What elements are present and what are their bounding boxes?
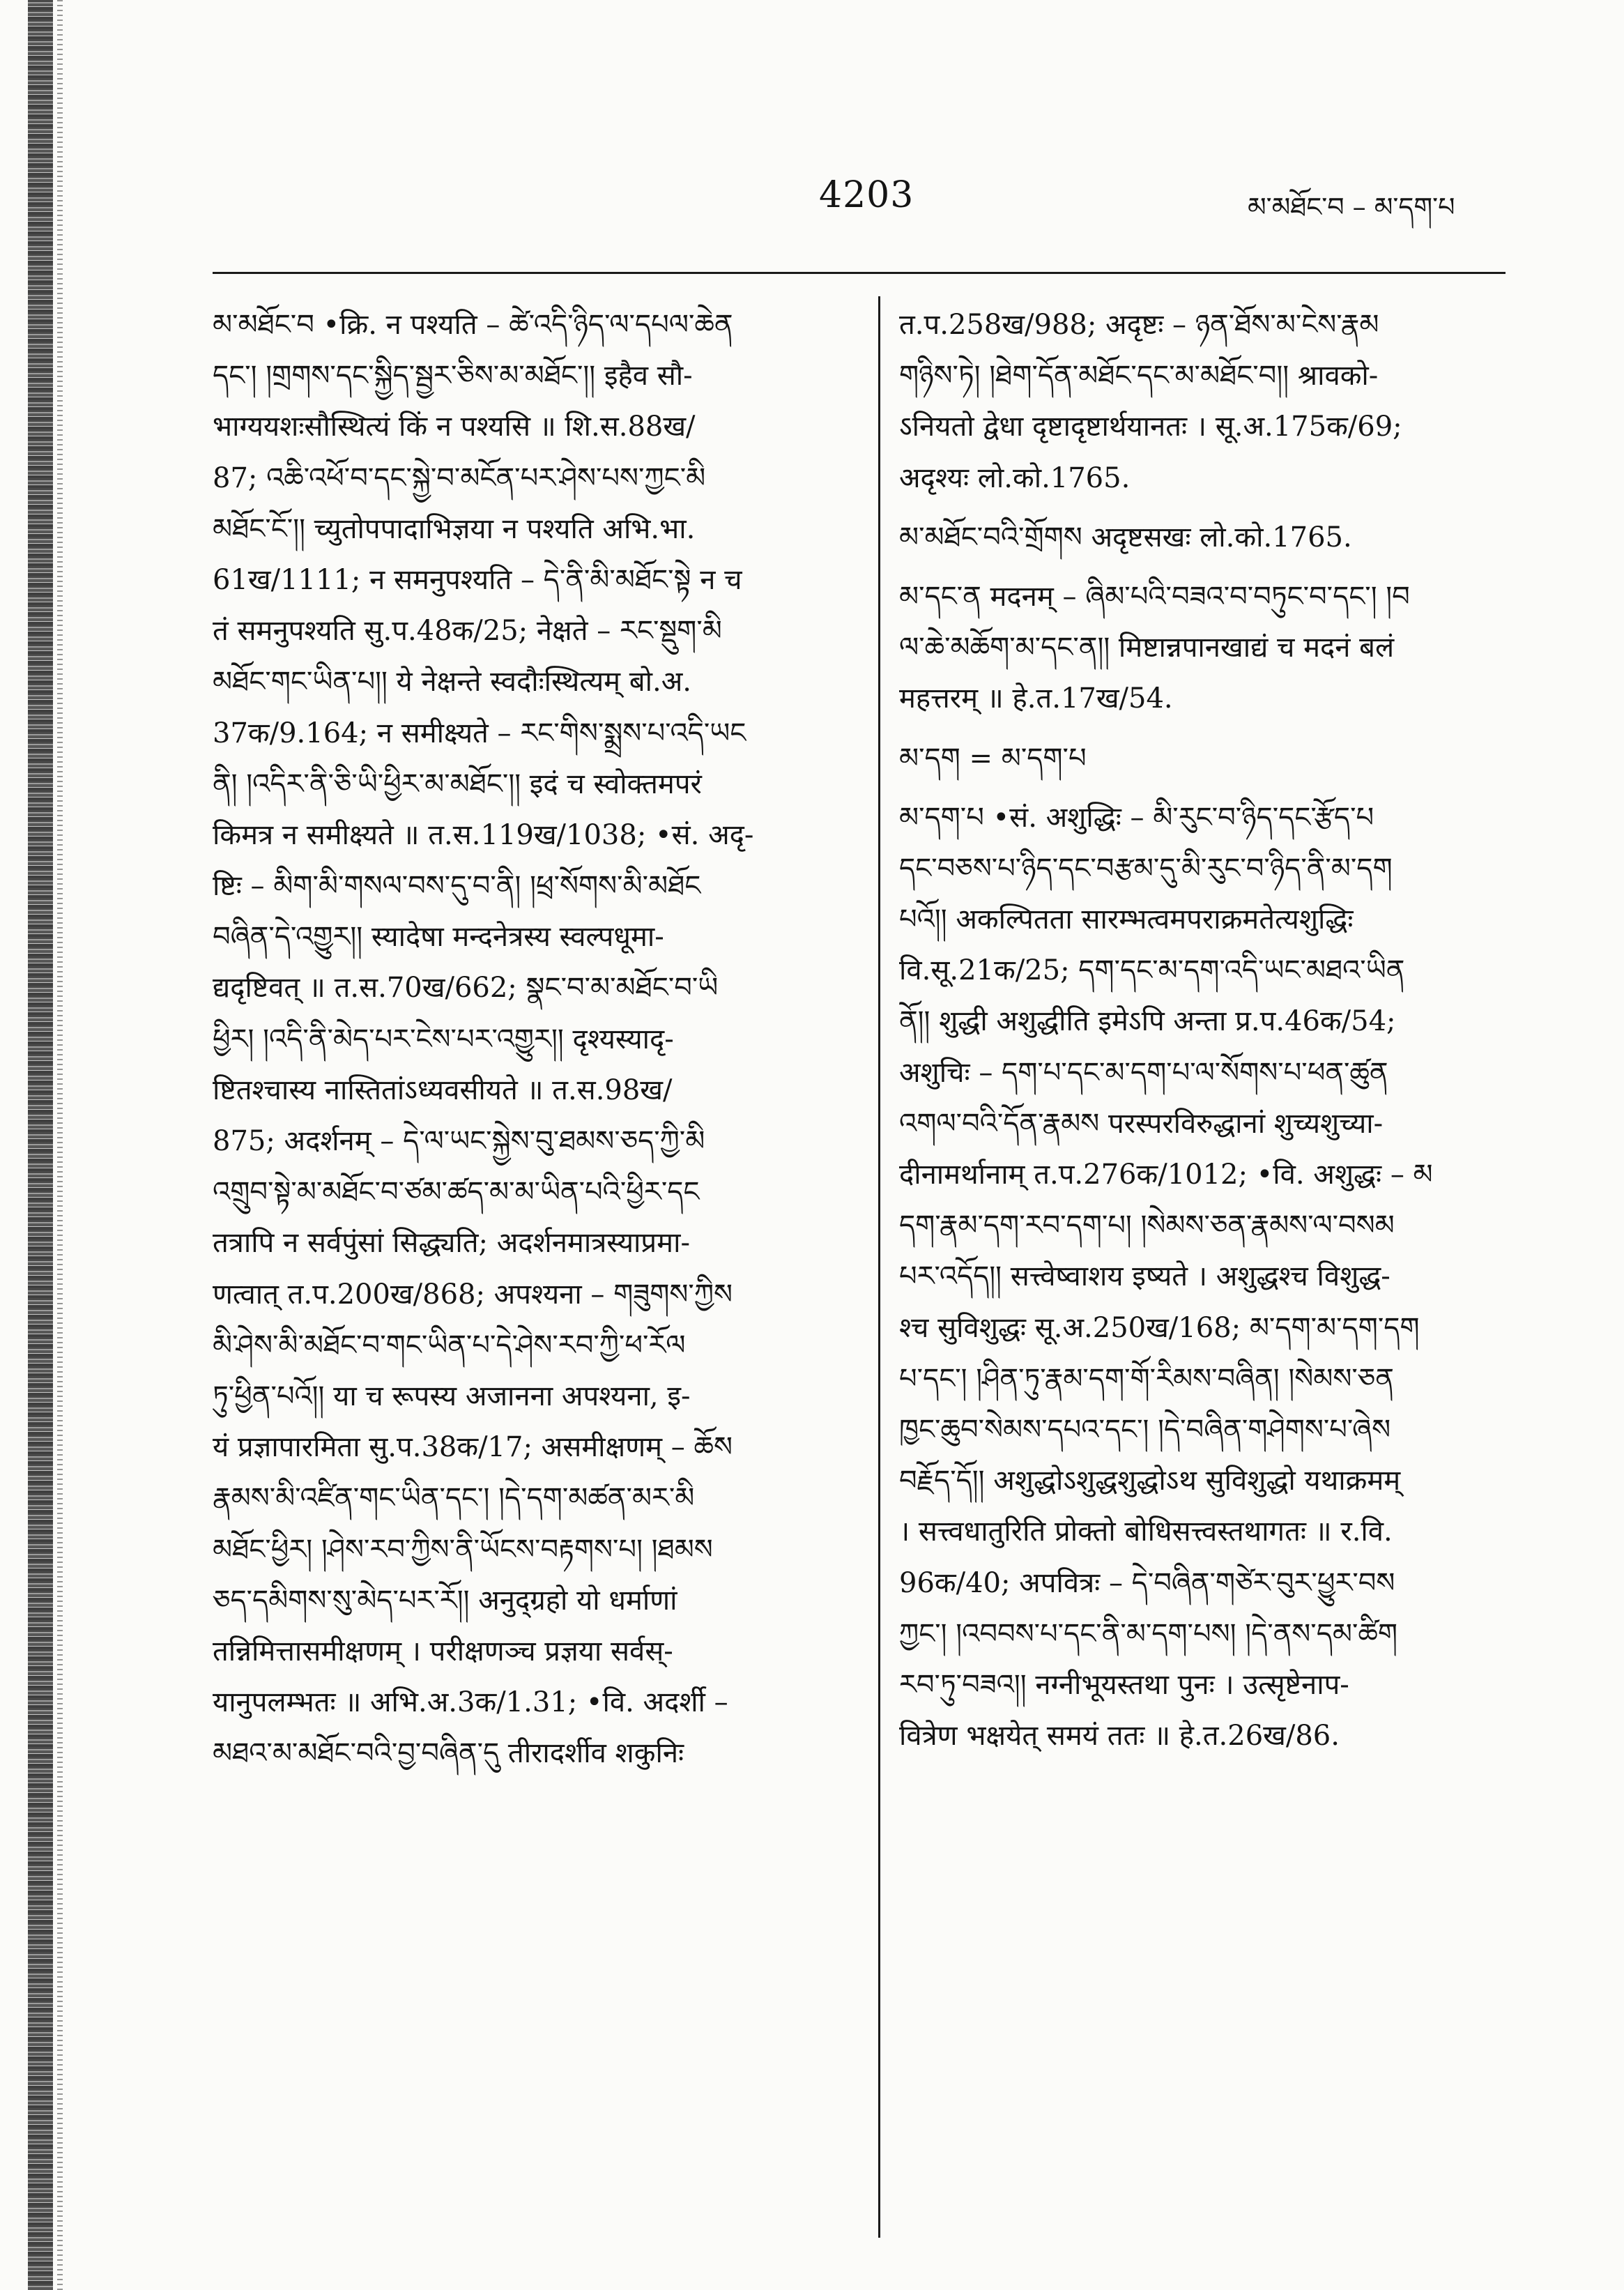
text-line: वि.सू.21क/25; དག་དང་མ་དག་འདི་ཡང་མཐའ་ཡིན (899, 954, 1405, 987)
scan-binding-edge (28, 0, 53, 2290)
text-line: ནོ།། शुद्धी अशुद्धीति इमेऽपि अन्ता प्र.प.46क/54; (899, 1005, 1396, 1038)
text-line: णत्वात् त.प.200ख/868; अपश्यना – གཟུགས་ཀྱིས (213, 1278, 733, 1311)
text-line: श्च सुविशुद्धः सू.अ.250ख/168; མ་དག་མ་དག་དག (899, 1311, 1420, 1344)
text-line: ཅད་དམིགས་སུ་མེད་པར་རོ།། अनुद्ग्रहो यो धर्माणां (213, 1584, 677, 1617)
text-line: महत्तरम् ॥ हे.त.17ख/54. (899, 682, 1173, 715)
page-number: 4203 (819, 174, 914, 216)
text-line: यानुपलम्भतः ॥ अभि.अ.3क/1.31; •वि. अदर्शी – (213, 1686, 728, 1719)
text-line: མི་ཤེས་མི་མཐོང་བ་གང་ཡིན་པ་དེ་ཤེས་རབ་ཀྱི་ཕ་རོལ (213, 1329, 686, 1361)
text-line: པ་དང་། །ཤིན་ཏུ་རྣམ་དག་གོ་རིམས་བཞིན། །སེམས་ཅན (899, 1362, 1394, 1395)
text-line: त.प.258ख/988; अदृष्टः – ཉན་ཐོས་མ་ངེས་རྣམ (899, 309, 1379, 341)
text-line: བརྗོད་དོ།། अशुद्धोऽशुद्धशुद्धोऽथ सुविशुद्धो यथाक्रमम् (899, 1465, 1401, 1497)
text-line: भाग्ययशःसौस्थित्यं किं न पश्यसि ॥ शि.स.88ख/ (213, 411, 696, 443)
text-line: མ་མཐོང་བའི་གྲོགས अदृष्टसखः लो.को.1765. (899, 521, 1352, 554)
text-line: པར་འདོད།། सत्त्वेष्वाशय इष्यते । अशुद्धश्च विशुद्ध- (899, 1260, 1391, 1293)
text-line: तन्निमित्तासमीक्षणम् । परीक्षणञ्च प्रज्ञया सर्वस्- (213, 1635, 673, 1667)
text-line: གཉིས་ཏེ། །ཐེག་དོན་མཐོང་དང་མ་མཐོང་བ།། श्रावको- (899, 360, 1379, 392)
text-line: तत्रापि न सर्वपुंसां सिद्ध्यति; अदर्शनमात्रस्याप्रमा- (213, 1227, 690, 1260)
text-line: བཞིན་དེ་འགྱུར།། स्यादेषा मन्दनेत्रस्य स्वल्पधूमा- (213, 921, 664, 954)
text-line: ऽनियतो द्वेधा दृष्टादृष्टार्थयानतः । सू.अ.175क/69; (899, 411, 1402, 443)
header-rule (213, 272, 1506, 274)
text-line: अदृश्यः लो.को.1765. (899, 461, 1131, 494)
text-line: ནི། །འདིར་ནི་ཅི་ཡི་ཕྱིར་མ་མཐོང་།། इदं च स्वोक्तमपरं (213, 768, 702, 800)
text-line: ཀྱང་། །འབབས་པ་དང་ནི་མ་དག་པས། །དེ་ནས་དམ་ཚིག (899, 1617, 1397, 1650)
text-line: ཏུ་ཕྱིན་པའོ།། या च रूपस्य अजानना अपश्यना, इ- (213, 1380, 691, 1412)
text-line: 875; अदर्शनम् – དེ་ལ་ཡང་སྐྱེས་བུ་ཐམས་ཅད་ཀྱི་མི (213, 1125, 705, 1157)
text-line: མཐོང་ངོ་།། च्युतोपपादाभिज्ञया न पश्यति अभि.भा. (213, 512, 696, 545)
text-line: མ་དང་ན मदनम् – ཞིམ་པའི་བཟའ་བ་བཏུང་བ་དང་། །བ (899, 580, 1410, 613)
left-column (213, 300, 864, 1779)
text-line: दीनामर्थानाम् त.प.276क/1012; •वि. अशुद्धः – མ (899, 1159, 1433, 1191)
text-line: དང་། །གྲགས་དང་སྐྱིད་སྦྱར་ཅིས་མ་མཐོང་།། इहैव सौ- (213, 360, 693, 392)
text-line: མཐའ་མ་མཐོང་བའི་བྱ་བཞིན་དུ तीरादर्शीव शकुनिः (213, 1737, 684, 1770)
right-column (899, 300, 1512, 1762)
text-line: མ་དག = མ་དག་པ (899, 742, 1087, 774)
text-line: 96क/40; अपवित्रः – དེ་བཞིན་གཙེར་བུར་ཕྱུར་བས (899, 1566, 1395, 1599)
text-line: པའོ།། अकल्पितता सारम्भत्वमपराक्रमतेत्यशुद्धिः (899, 903, 1354, 936)
running-head: མ་མཐོང་བ – མ་དག་པ (1248, 192, 1455, 222)
text-line: वित्रेण भक्षयेत् समयं ततः ॥ हे.त.26ख/86. (899, 1720, 1340, 1753)
text-line: ཁྱང་ཆུབ་སེམས་དཔའ་དང་། །དེ་བཞིན་གཤེགས་པ་ཞེས (899, 1413, 1391, 1446)
text-line: མ་མཐོང་བ •क्रि. न पश्यति – ཚེ་འདི་ཉིད་ལ་དཔལ་ཆེན (213, 309, 733, 341)
text-line: किमत्र न समीक्ष्यते ॥ त.स.119ख/1038; •सं. अदृ- (213, 818, 754, 851)
text-line: अशुचिः – དག་པ་དང་མ་དག་པ་ལ་སོགས་པ་ཕན་ཚུན (899, 1056, 1388, 1089)
text-line: 61ख/1111; न समनुपश्यति – དེ་ནི་མི་མཐོང་སྟེ न च (213, 563, 742, 596)
text-line: མ་དག་པ •सं. अशुद्धिः – མི་རུང་བ་ཉིད་དང་རྩོད་པ (899, 801, 1374, 834)
text-line: འགལ་བའི་དོན་རྣམས परस्परविरुद्धानां शुच्यशुच्या- (899, 1107, 1384, 1140)
text-line: དང་བཅས་པ་ཉིད་དང་བརྩམ་དུ་མི་རུང་བ་ཉིད་ནི་མ་དག (899, 852, 1393, 885)
text-line: དག་རྣམ་དག་རབ་དག་པ། །སེམས་ཅན་རྣམས་ལ་བསམ (899, 1209, 1395, 1242)
scan-binding-edge-shadow (57, 0, 63, 2290)
text-line: । सत्त्वधातुरिति प्रोक्तो बोधिसत्त्वस्तथागतः ॥ र.वि. (899, 1516, 1393, 1548)
text-line: མཐོང་ཕྱིར། །ཤེས་རབ་ཀྱིས་ནི་ཡོངས་བརྟགས་པ། །ཐམས (213, 1533, 713, 1566)
text-line: तं समनुपश्यति सु.प.48क/25; नेक्षते – རང་སྡུག་མི (213, 615, 722, 648)
text-line: ལ་ཆེ་མཆོག་མ་དང་ན།། मिष्टान्नपानखाद्यं च मदनं बलं (899, 632, 1395, 664)
text-line: མཐོང་གང་ཡིན་པ།། ये नेक्षन्ते स्वदौःस्थित्यम् बो.अ. (213, 666, 691, 699)
text-line: 37क/9.164; न समीक्ष्यते – རང་གིས་སྨྲས་པ་འདི་ཡང (213, 717, 746, 749)
text-line: འགྲུབ་སྟེ་མ་མཐོང་བ་ཙམ་ཚད་མ་མ་ཡིན་པའི་ཕྱིར་དང (213, 1176, 700, 1209)
text-line: द्यदृष्टिवत् ॥ त.स.70ख/662; སྣང་བ་མ་མཐོང་བ་ཡི (213, 972, 719, 1005)
text-line: 87; འཆི་འཕོ་བ་དང་སྐྱེ་བ་མངོན་པར་ཤེས་པས་ཀྱང་མི (213, 461, 706, 494)
text-line: རྣམས་མི་འཛིན་གང་ཡིན་དང་། །དེ་དག་མཚན་མར་མི (213, 1482, 695, 1515)
text-line: ष्टिः – མིག་མི་གསལ་བས་དུ་བ་ནི། །ཕྲ་སོགས་མི་མཐོང (213, 870, 701, 903)
text-line: यं प्रज्ञापारमिता सु.प.38क/17; असमीक्षणम् – ཆོས (213, 1431, 733, 1464)
column-divider (878, 296, 880, 2238)
text-line: ཕྱིར། །འདི་ནི་མེད་པར་ངེས་པར་འགྱུར།། दृश्यस्यादृ- (213, 1023, 674, 1055)
text-line: རབ་ཏུ་བཟའ།། नग्नीभूयस्तथा पुनः । उत्सृष्टेनाप- (899, 1668, 1349, 1701)
text-line: ष्टितश्चास्य नास्तितांऽध्यवसीयते ॥ त.स.98ख/ (213, 1074, 673, 1106)
